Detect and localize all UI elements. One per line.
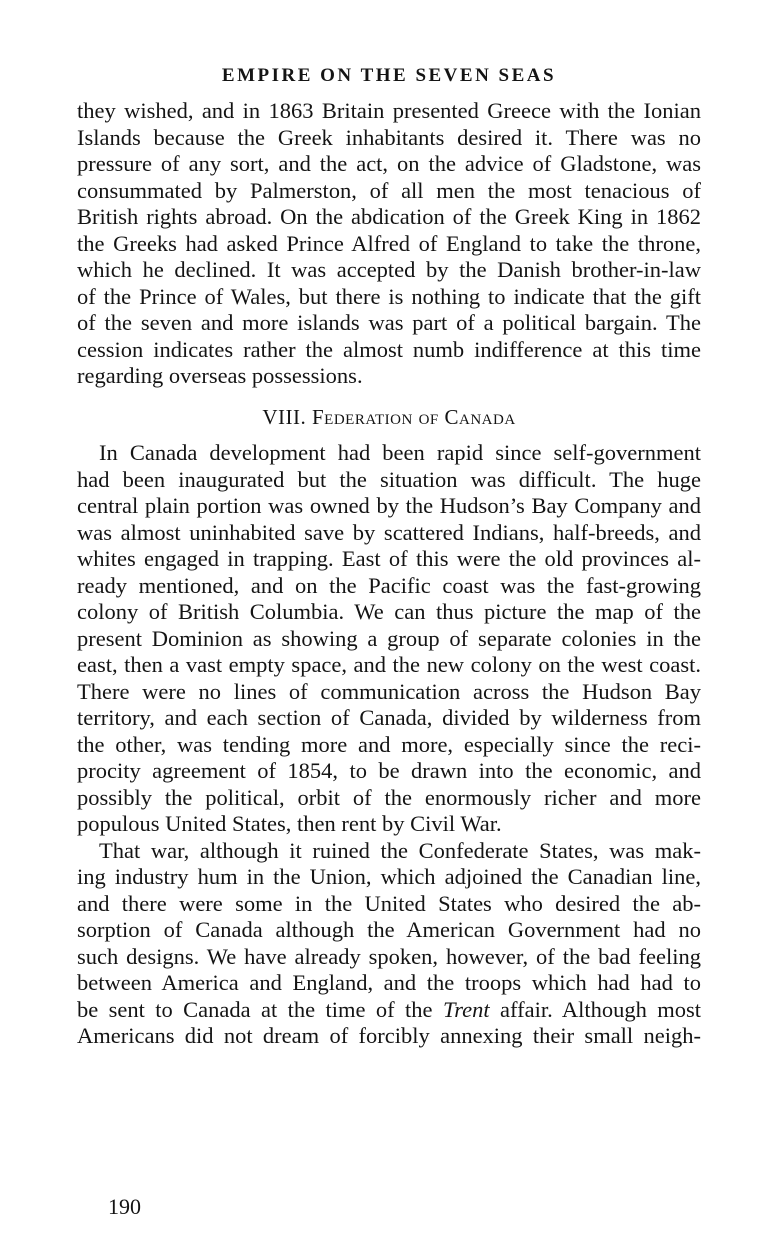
text-line: regarding overseas possessions. bbox=[77, 363, 363, 388]
text-run: be sent to Canada at the time of the bbox=[77, 996, 443, 1022]
text-line: which he declined. It was accepted by the Danish brother-in-law bbox=[77, 257, 701, 282]
text-line: they wished, and in 1863 Britain presented Greece with the Ionian bbox=[77, 98, 701, 123]
text-line: of the Prince of Wales, but there is nothing to indicate that the gift bbox=[77, 283, 701, 309]
section-heading bbox=[77, 404, 701, 431]
text-line: whites engaged in trapping. East of this were the old provinces al- bbox=[77, 546, 701, 571]
paragraph-3 bbox=[77, 838, 701, 1050]
text-line: present Dominion as showing a group of separate colonies in the bbox=[77, 625, 701, 651]
paragraph-1 bbox=[77, 98, 701, 390]
text-line: the other, was tending more and more, especially since the reci- bbox=[77, 731, 701, 757]
text-line: ready mentioned, and on the Pacific coast was the fast-growing bbox=[77, 572, 701, 598]
text-line: pressure of any sort, and the act, on the advice of Gladstone, was bbox=[77, 151, 701, 176]
text-line: of the seven and more islands was part of a political bargain. The bbox=[77, 310, 701, 335]
text-line: There were no lines of communication across the Hudson Bay bbox=[77, 678, 701, 704]
text-line: populous United States, then rent by Civil War. bbox=[77, 811, 502, 836]
text-line: Islands because the Greek inhabitants desired it. There was no bbox=[77, 124, 701, 150]
text-line: Americans did not dream of forcibly annexing their small neigh- bbox=[77, 1023, 701, 1048]
text-line: central plain portion was owned by the Hudson’s Bay Company and bbox=[77, 493, 701, 518]
text-line: had been inaugurated but the situation was difficult. The huge bbox=[77, 466, 701, 492]
running-head: EMPIRE ON THE SEVEN SEAS bbox=[221, 65, 557, 86]
section-title: Federation of Canada bbox=[311, 404, 516, 429]
text-line: and there were some in the United States who desired the ab- bbox=[77, 890, 701, 916]
text-line: That war, although it ruined the Confederate States, was mak- bbox=[99, 837, 701, 863]
paragraph-2 bbox=[77, 440, 701, 838]
text-line: consummated by Palmerston, of all men the most tenacious of bbox=[77, 177, 701, 203]
italic-ship-name: Trent bbox=[442, 996, 490, 1022]
text-run: affair. Although most bbox=[489, 996, 701, 1022]
text-line: such designs. We have already spoken, however, of the bad feeling bbox=[77, 943, 701, 969]
text-line: sorption of Canada although the American Government had no bbox=[77, 917, 701, 942]
text-line: was almost uninhabited save by scattered Indians, half-breeds, and bbox=[77, 519, 701, 545]
text-line: colony of British Columbia. We can thus picture the map of the bbox=[77, 599, 701, 624]
text-line: In Canada development had been rapid since self-government bbox=[99, 440, 701, 465]
text-line bbox=[77, 997, 701, 1024]
text-line: possibly the political, orbit of the enormously richer and more bbox=[77, 784, 701, 810]
text-line: east, then a vast empty space, and the new colony on the west coast. bbox=[77, 652, 701, 677]
text-line: procity agreement of 1854, to be drawn into the economic, and bbox=[77, 758, 701, 783]
text-line: cession indicates rather the almost numb indifference at this time bbox=[77, 336, 701, 362]
page-number: 190 bbox=[108, 1194, 141, 1219]
text-line: between America and England, and the troops which had had to bbox=[77, 970, 701, 995]
text-line: ing industry hum in the Union, which adjoined the Canadian line, bbox=[77, 864, 701, 889]
text-line: British rights abroad. On the abdication of the Greek King in 1862 bbox=[77, 204, 701, 229]
section-numeral: VIII. bbox=[262, 404, 307, 429]
page-body bbox=[77, 62, 701, 1050]
text-line: territory, and each section of Canada, divided by wilderness from bbox=[77, 705, 701, 730]
text-line: the Greeks had asked Prince Alfred of England to take the throne, bbox=[77, 230, 701, 256]
